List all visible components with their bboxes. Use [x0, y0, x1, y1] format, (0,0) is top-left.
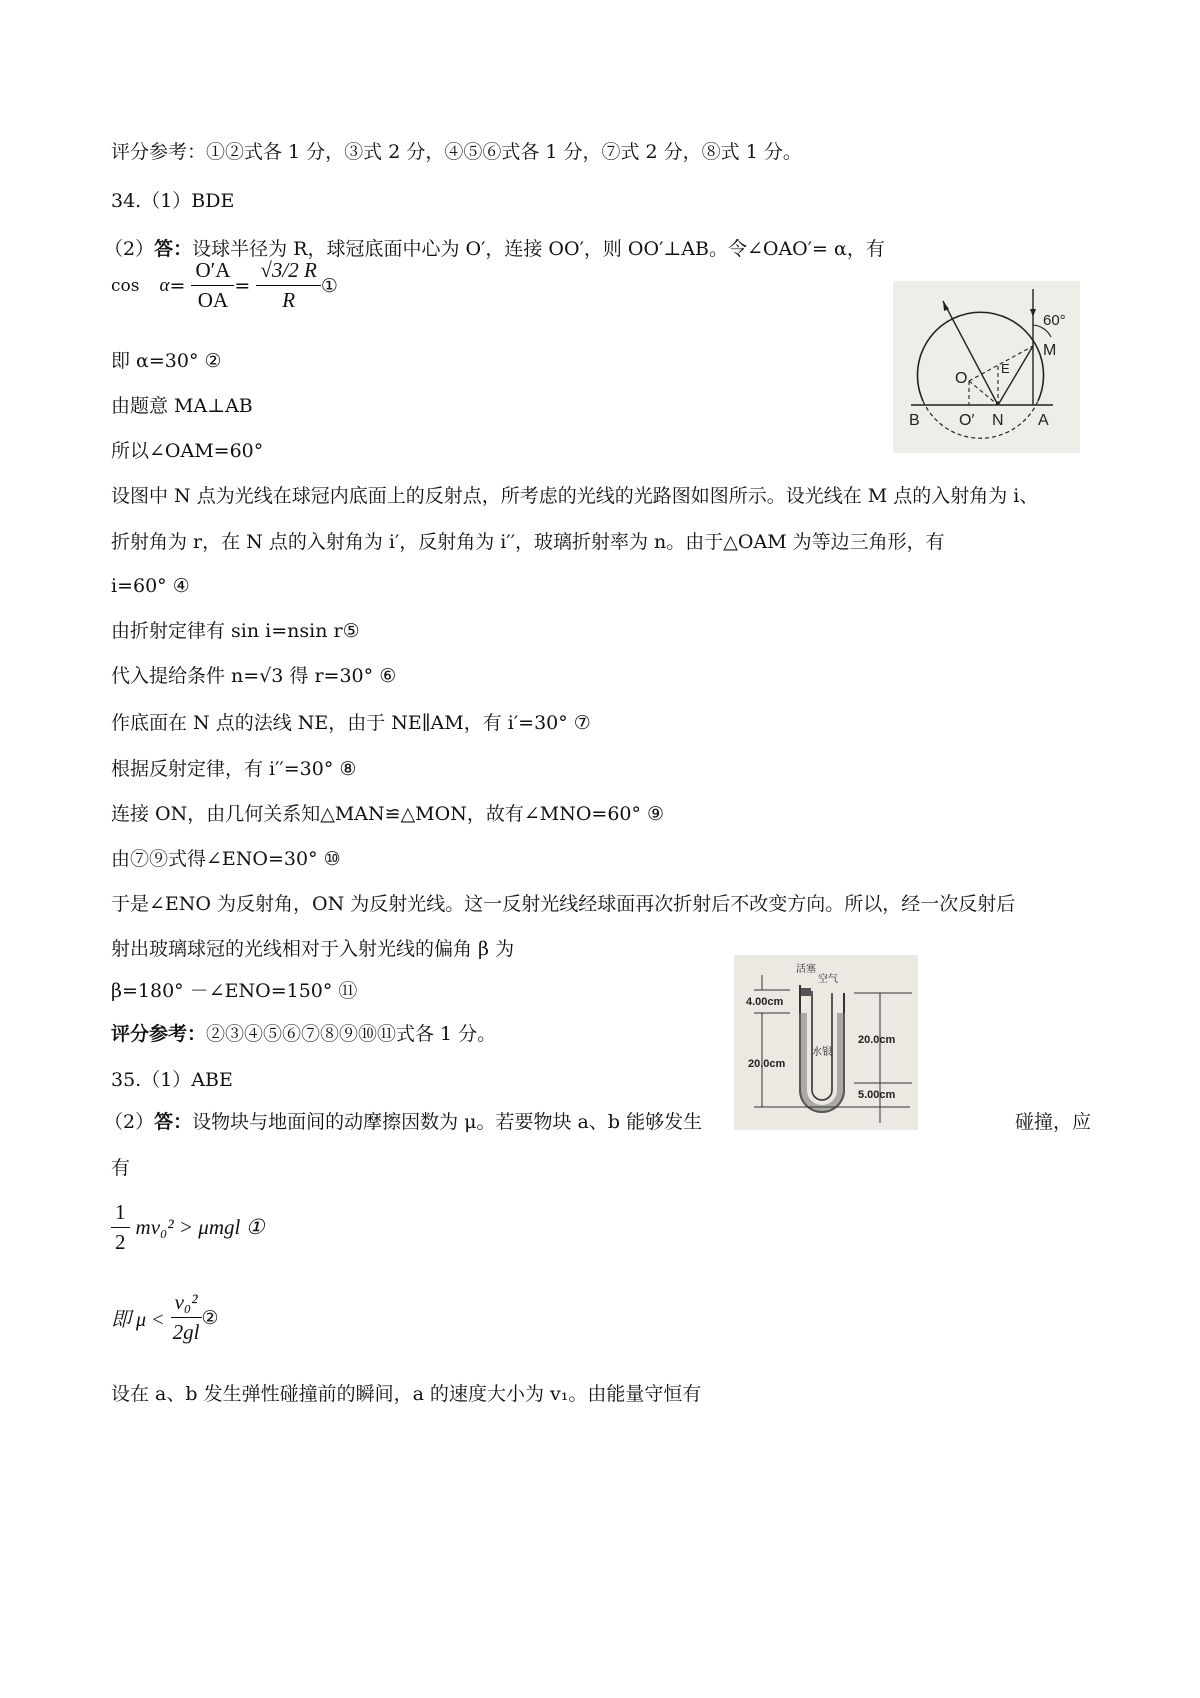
line-collision: 设在 a、b 发生弹性碰撞前的瞬间，a 的速度大小为 v₁。由能量守恒有: [111, 1383, 702, 1405]
line-conclusion-2: 射出玻璃球冠的光线相对于入射光线的偏角 β 为: [111, 938, 515, 960]
answer-35-2-tail: 碰撞，应: [1015, 1111, 1092, 1133]
point-a-label: A: [1038, 412, 1049, 429]
line-connect-on: 连接 ON，由几何关系知△MAN≌△MON，故有∠MNO=60° ⑨: [111, 803, 665, 825]
intro-text-35: 设物块与地面间的动摩擦因数为 μ。若要物块 a、b 能够发生: [192, 1111, 703, 1133]
dim-left: 20.0cm: [748, 1058, 786, 1070]
optics-figure: [893, 281, 1080, 453]
angle-60-label: 60°: [1043, 312, 1066, 329]
point-b-label: B: [909, 412, 920, 429]
point-m-label: M: [1043, 342, 1057, 359]
eq-tag-mu: ②: [201, 1306, 219, 1329]
answer-35-2-you: 有: [111, 1157, 131, 1179]
fraction-mu-num: v₀²: [171, 1290, 202, 1318]
fraction-oa-den: OA: [197, 288, 229, 312]
fraction-half-num: 1: [111, 1200, 130, 1228]
answer-35-1: 35.（1）ABE: [111, 1069, 233, 1091]
point-o-prime-label: O′: [959, 412, 975, 429]
line-setup-2: 折射角为 r，在 N 点的入射角为 i′，反射角为 i′′，玻璃折射率为 n。由于△OAM 为等边三角形，有: [111, 531, 945, 553]
fraction-mu: [171, 1290, 202, 1345]
scoring-note-34: [111, 1025, 496, 1044]
line-oam: 所以∠OAM=60°: [111, 440, 264, 462]
eq-tag-1: ①: [320, 274, 338, 297]
point-e-label: E: [1001, 361, 1010, 376]
equals-2: =: [234, 274, 251, 297]
mercury-label: 水银: [812, 1047, 832, 1058]
scoring-label: 评分参考：: [111, 1023, 207, 1045]
alpha-symbol: α: [159, 274, 170, 296]
fraction-oa-num: O′A: [191, 258, 234, 286]
equals-1: =: [169, 274, 186, 297]
piston-label: 活塞: [796, 964, 816, 975]
dim-right: 20.0cm: [858, 1034, 896, 1046]
line-setup-1: 设图中 N 点为光线在球冠内底面上的反射点，所考虑的光线的光路图如图所示。设光线在 M 点的入射角为 i、: [111, 485, 1039, 507]
scoring-note-33: 评分参考：①②式各 1 分，③式 2 分，④⑤⑥式各 1 分，⑦式 2 分，⑧式 1 分。: [111, 141, 802, 163]
energy-rest: mv₀² > μmgl ①: [135, 1215, 265, 1239]
mu-prefix: 即 μ <: [111, 1309, 165, 1331]
answer-34-2-intro: [104, 240, 885, 259]
u-tube-diagram: [734, 955, 918, 1130]
fraction-oa: [191, 258, 234, 313]
answer-label-35: 答：: [154, 1111, 193, 1133]
point-o-label: O: [955, 370, 968, 387]
part-label: （2）: [104, 238, 155, 260]
line-beta: β=180° －∠ENO=150° ⑪: [111, 980, 358, 1002]
line-eno: 由⑦⑨式得∠ENO=30° ⑩: [111, 848, 341, 870]
u-tube-figure: [734, 955, 918, 1130]
cos-label: cos: [111, 275, 140, 296]
part-label-35: （2）: [104, 1111, 155, 1133]
line-reflection: 根据反射定律，有 i′′=30° ⑧: [111, 758, 357, 780]
dim-top-left: 4.00cm: [746, 996, 784, 1008]
fraction-half-den: 2: [115, 1230, 126, 1254]
answer-label: 答：: [154, 238, 193, 260]
air-label: 空气: [818, 974, 838, 985]
fraction-mu-den: 2gl: [172, 1320, 200, 1344]
point-n-label: N: [992, 412, 1004, 429]
answer-alpha: 即 α=30° ②: [111, 350, 222, 372]
answer-35-2-intro: [104, 1113, 702, 1132]
optics-diagram: [893, 281, 1080, 453]
fraction-half: [111, 1200, 130, 1255]
scoring-text: ②③④⑤⑥⑦⑧⑨⑩⑪式各 1 分。: [206, 1023, 497, 1045]
answer-34-1: 34.（1）BDE: [111, 190, 235, 212]
fraction-r-num: √3/2 R: [256, 258, 320, 286]
fraction-r: [256, 258, 320, 313]
formula-energy: [111, 1200, 264, 1255]
line-conclusion-1: 于是∠ENO 为反射角，ON 为反射光线。这一反射光线经球面再次折射后不改变方向。所以，经一次反射后: [111, 893, 1016, 915]
dim-bottom: 5.00cm: [858, 1089, 896, 1101]
line-ma-perp: 由题意 MA⊥AB: [111, 395, 253, 417]
fraction-r-den: R: [282, 288, 296, 312]
line-n-sqrt3: 代入提给条件 n=√3 得 r=30° ⑥: [111, 665, 397, 687]
line-i60: i=60° ④: [111, 575, 190, 597]
line-snell: 由折射定律有 sin i=nsin r⑤: [111, 620, 360, 642]
line-normal-ne: 作底面在 N 点的法线 NE，由于 NE∥AM，有 i′=30° ⑦: [111, 712, 591, 734]
formula-cos-alpha: [111, 258, 338, 313]
intro-text: 设球半径为 R，球冠底面中心为 O′，连接 OO′，则 OO′⊥AB。令∠OAO′= α，有: [192, 238, 885, 260]
formula-mu: [111, 1290, 219, 1345]
